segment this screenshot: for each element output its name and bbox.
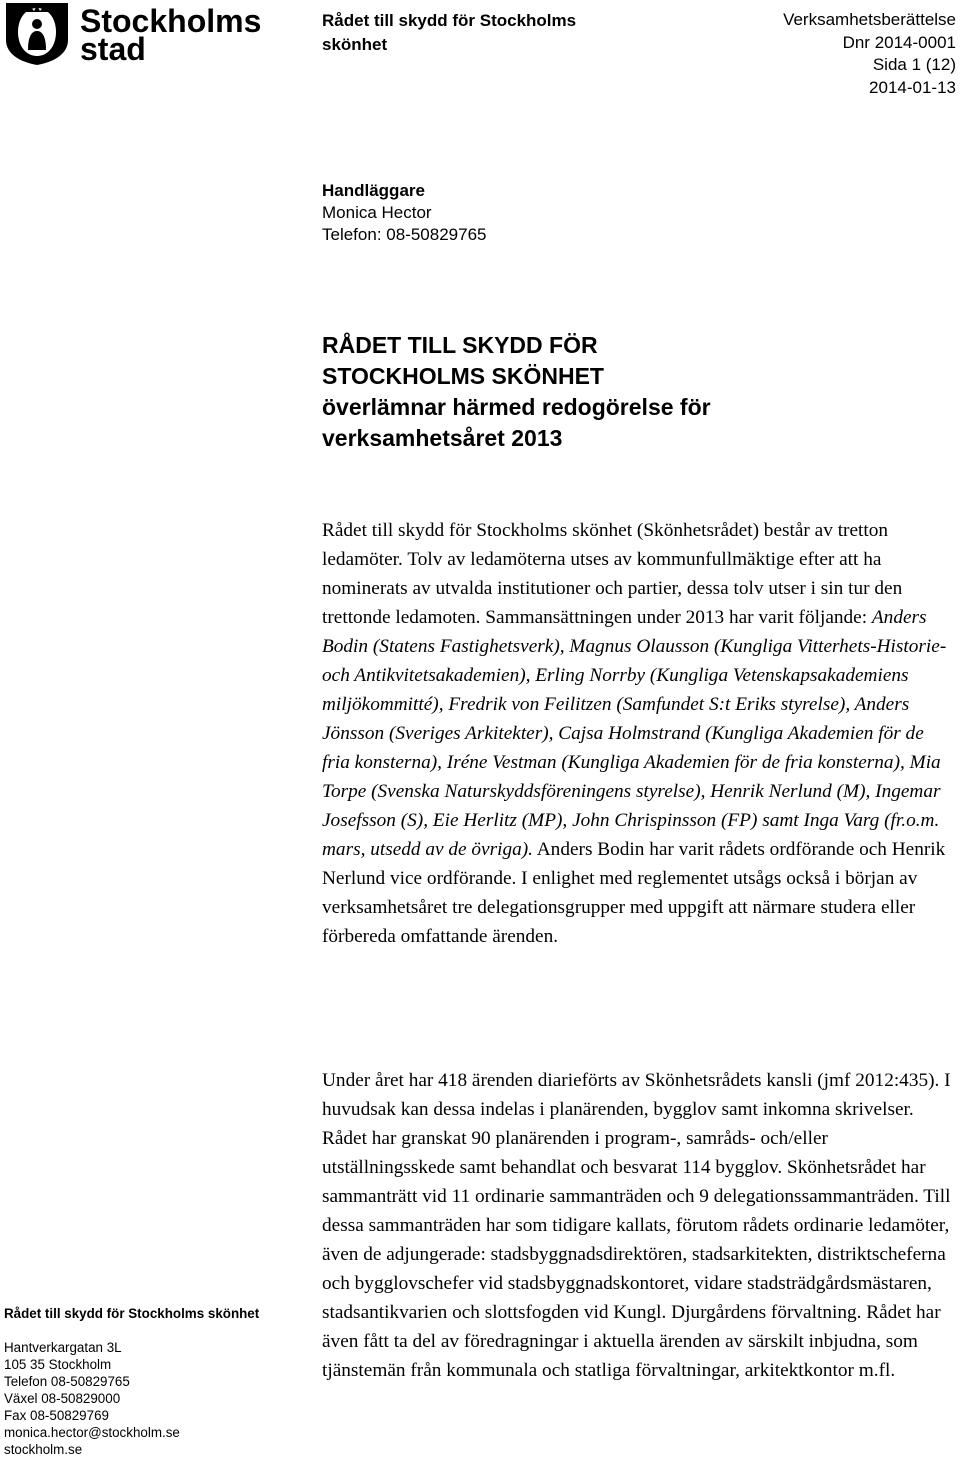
- handler-block: [322, 180, 486, 246]
- document-type: Verksamhetsberättelse: [783, 10, 956, 29]
- title-line2: STOCKHOLMS SKÖNHET: [322, 363, 604, 389]
- page-number: Sida 1 (12): [872, 55, 956, 74]
- footer-address: Hantverkargatan 3L: [4, 1340, 122, 1355]
- header-document-info: [783, 9, 956, 99]
- p1-members: Anders Bodin (Statens Fastighetsverk), Magnus Olausson (Kungliga Vitterhets-Historie- och Antikvitetsakademien), Erling Norrby (Kungliga Vetenskapsakademiens miljökommitté), Fredrik von Feilitzen (Samfundet S:t Eriks styrelse), Anders Jönsson (Sveriges Arkitekter), Cajsa Holmstrand (Kungliga Akademien för de fria konsterna), Iréne Vestman (Kungliga Akademien för de fria konsterna), Mia Torpe (Svenska Naturskyddsföreningens styrelse), Henrik Nerlund (M), Ingemar Josefsson (S), Eie Herlitz (MP), John Chrispinsson (FP) samt Inga Varg (fr.o.m. mars, utsedd av de övriga).: [322, 607, 947, 860]
- header-org-line1: Rådet till skydd för Stockholms: [322, 11, 577, 30]
- document-number: Dnr 2014-0001: [842, 32, 956, 52]
- paragraph-cases: Under året har 418 ärenden diarieförts av Skönhetsrådets kansli (jmf 2012:435). I huvudsak kan dessa indelas i planärenden, bygglov samt inkomna skrivelser. Rådet har granskat 90 planärenden i program-, samråds- och/eller utställningsskede samt behandlat och besvarat 114 bygglov. Skönhetsrådet har sammanträtt vid 11 ordinarie sammanträden och 9 delegationssammanträden. Till dessa sammanträden har som tidigare kallats, förutom rådets ordinarie ledamöter, även de adjungerade: stadsbyggnadsdirektören, stadsarkitekten, distriktscheferna och bygglovschefer vid stadsbyggnadskontoret, vidare stadsträdgårdsmästaren, stadsantikvarien och slottsfogden vid Kungl. Djurgårdens förvaltning. Rådet har även fått ta del av föredragningar i aktuella ärenden av särskilt inbjudna, som tjänstemän från kommunala och statliga förvaltningar, arkitektkontor m.fl.: [322, 1070, 951, 1381]
- header-org-line2: skönhet: [322, 35, 388, 54]
- p1-outro: Anders Bodin har varit rådets ordförande och Henrik Nerlund vice ordförande. I enlighet med reglementet utsågs också i början av verksamhetsåret tre delegationsgrupper med uppgift att närmare studera eller förbereda omfattande ärenden.: [322, 839, 946, 947]
- footer-email: monica.hector@stockholm.se: [4, 1425, 180, 1440]
- handler-phone: Telefon: 08-50829765: [322, 225, 487, 244]
- header-organization: [322, 9, 652, 57]
- title-line4: verksamhetsåret 2013: [322, 425, 563, 451]
- p1-intro: Rådet till skydd för Stockholms skönhet (Skönhetsrådet) består av tretton ledamöter. Tolv av ledamöterna utses av kommunfullmäktige efter att ha nominerats av utvalda institutioner och partier, dessa tolv utser i sin tur den trettonde ledamoten. Sammansättningen under 2013 har varit följande:: [322, 520, 903, 628]
- stockholms-stad-logo: [4, 2, 262, 67]
- document-date: 2014-01-13: [869, 77, 956, 97]
- footer-fax: Fax 08-50829769: [4, 1408, 109, 1423]
- paragraph-council-composition: [322, 516, 956, 951]
- footer-phone: Telefon 08-50829765: [4, 1374, 130, 1389]
- footer-contact: [4, 1305, 259, 1458]
- city-crest-icon: [4, 2, 262, 67]
- logo-wordmark-line2: stad: [80, 31, 146, 67]
- title-line1: RÅDET TILL SKYDD FÖR: [322, 332, 598, 358]
- footer-web: stockholm.se: [4, 1442, 83, 1457]
- handler-label: Handläggare: [322, 181, 425, 200]
- document-title: [322, 330, 711, 454]
- footer-org: Rådet till skydd för Stockholms skönhet: [4, 1306, 260, 1321]
- footer-postal: 105 35 Stockholm: [4, 1357, 112, 1372]
- title-line3: överlämnar härmed redogörelse för: [322, 394, 711, 420]
- logo-wordmark-line1: Stockholms: [80, 3, 262, 39]
- handler-name: Monica Hector: [322, 203, 432, 222]
- footer-switchboard: Växel 08-50829000: [4, 1391, 121, 1406]
